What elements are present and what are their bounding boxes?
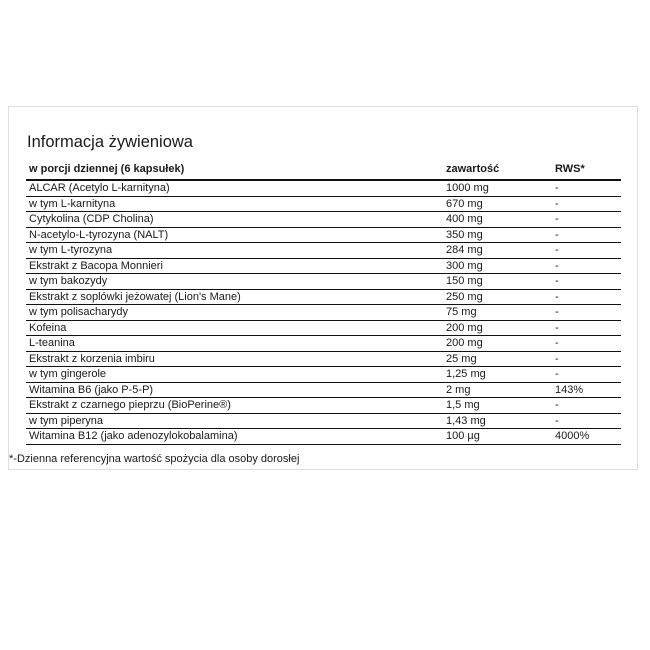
ingredient-name: w tym L-tyrozyna <box>26 243 443 259</box>
table-row <box>26 180 621 196</box>
ingredient-rws: - <box>552 227 621 243</box>
ingredient-rws: - <box>552 274 621 290</box>
ingredient-name: Cytykolina (CDP Cholina) <box>26 212 443 228</box>
table-row <box>26 258 621 274</box>
table-row <box>26 305 621 321</box>
ingredient-amount: 25 mg <box>443 351 552 367</box>
ingredient-name: Ekstrakt z czarnego pieprzu (BioPerine®) <box>26 398 443 414</box>
table-row <box>26 196 621 212</box>
ingredient-rws: - <box>552 243 621 259</box>
ingredient-amount: 2 mg <box>443 382 552 398</box>
ingredient-name: L-teanina <box>26 336 443 352</box>
ingredient-amount: 1,5 mg <box>443 398 552 414</box>
ingredient-rws: - <box>552 305 621 321</box>
table-row <box>26 227 621 243</box>
rws-footnote: *-Dzienna referencyjna wartość spożycia dla osoby dorosłej <box>9 453 300 465</box>
ingredient-rws: - <box>552 367 621 383</box>
ingredient-amount: 1,43 mg <box>443 413 552 429</box>
ingredient-amount: 284 mg <box>443 243 552 259</box>
column-header-rws: RWS* <box>552 160 621 180</box>
column-header-amount: zawartość <box>443 160 552 180</box>
table-row <box>26 367 621 383</box>
table-row <box>26 320 621 336</box>
table-row <box>26 243 621 259</box>
ingredient-name: w tym bakozydy <box>26 274 443 290</box>
table-row <box>26 351 621 367</box>
ingredient-rws: - <box>552 351 621 367</box>
table-row <box>26 336 621 352</box>
ingredient-amount: 100 µg <box>443 429 552 445</box>
ingredient-rws: - <box>552 413 621 429</box>
column-header-serving: w porcji dziennej (6 kapsułek) <box>26 160 443 180</box>
ingredient-rws: - <box>552 336 621 352</box>
ingredient-amount: 75 mg <box>443 305 552 321</box>
table-row <box>26 212 621 228</box>
nutrition-title: Informacja żywieniowa <box>27 133 193 151</box>
table-row <box>26 289 621 305</box>
table-row <box>26 398 621 414</box>
ingredient-amount: 300 mg <box>443 258 552 274</box>
ingredient-rws: - <box>552 212 621 228</box>
ingredient-name: w tym piperyna <box>26 413 443 429</box>
ingredient-amount: 400 mg <box>443 212 552 228</box>
ingredient-amount: 670 mg <box>443 196 552 212</box>
ingredient-name: Kofeina <box>26 320 443 336</box>
ingredient-rws: 143% <box>552 382 621 398</box>
ingredient-rws: - <box>552 196 621 212</box>
table-header-row <box>26 160 621 180</box>
ingredient-name: Witamina B6 (jako P-5-P) <box>26 382 443 398</box>
ingredient-name: Witamina B12 (jako adenozylokobalaminа) <box>26 429 443 445</box>
ingredient-amount: 250 mg <box>443 289 552 305</box>
table-row <box>26 429 621 445</box>
ingredient-rws: - <box>552 258 621 274</box>
ingredient-name: w tym polisacharydy <box>26 305 443 321</box>
ingredient-amount: 350 mg <box>443 227 552 243</box>
nutrition-table <box>26 160 621 445</box>
ingredient-name: Ekstrakt z soplówki jeżowatej (Lion's Mane) <box>26 289 443 305</box>
ingredient-name: Ekstrakt z Bacopa Monnieri <box>26 258 443 274</box>
table-row <box>26 274 621 290</box>
table-row <box>26 382 621 398</box>
ingredient-name: ALCAR (Acetylo L-karnityna) <box>26 180 443 196</box>
table-row <box>26 413 621 429</box>
ingredient-name: N-acetylo-L-tyrozyna (NALT) <box>26 227 443 243</box>
ingredient-name: Ekstrakt z korzenia imbiru <box>26 351 443 367</box>
ingredient-amount: 200 mg <box>443 336 552 352</box>
ingredient-rws: - <box>552 398 621 414</box>
ingredient-name: w tym gingerole <box>26 367 443 383</box>
ingredient-name: w tym L-karnityna <box>26 196 443 212</box>
ingredient-rws: - <box>552 180 621 196</box>
ingredient-amount: 150 mg <box>443 274 552 290</box>
ingredient-rws: - <box>552 320 621 336</box>
ingredient-amount: 1,25 mg <box>443 367 552 383</box>
ingredient-amount: 1000 mg <box>443 180 552 196</box>
ingredient-rws: 4000% <box>552 429 621 445</box>
ingredient-amount: 200 mg <box>443 320 552 336</box>
nutrition-panel <box>8 106 638 470</box>
ingredient-rws: - <box>552 289 621 305</box>
